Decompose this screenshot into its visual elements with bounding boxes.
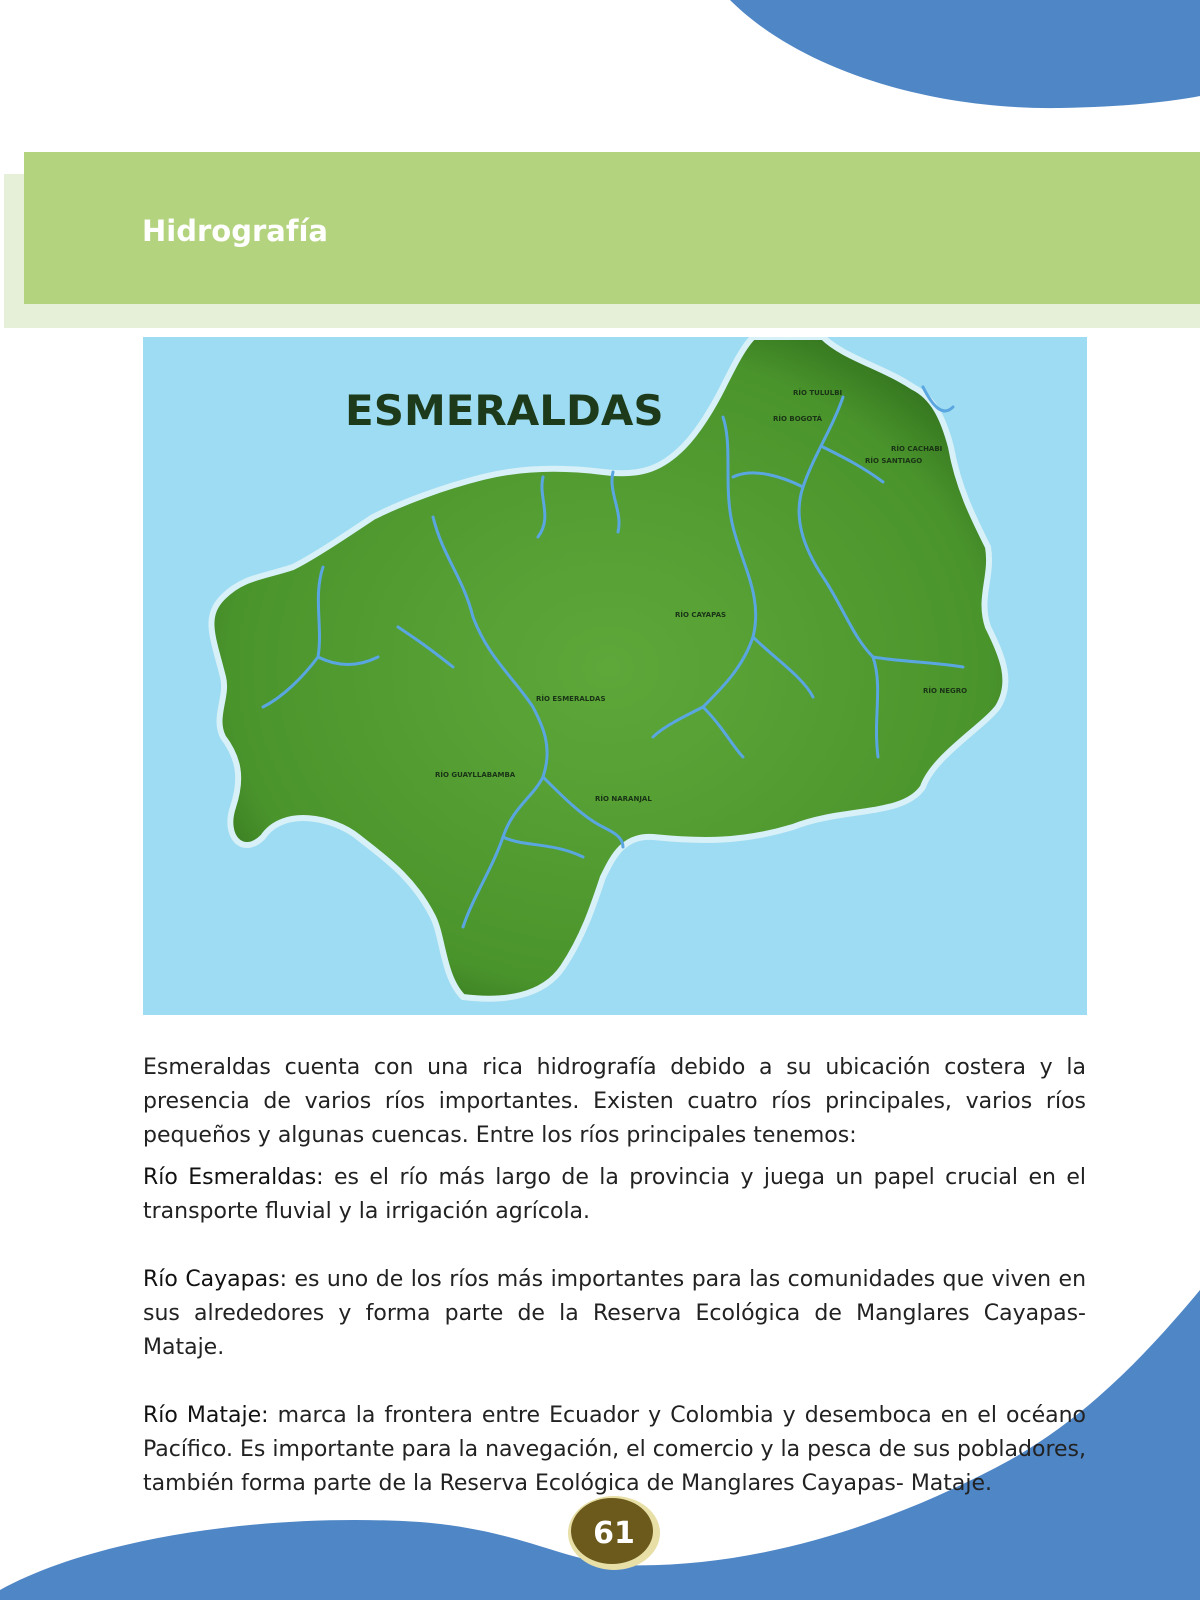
label-rio-esmeraldas: RÍO ESMERALDAS	[536, 695, 606, 703]
river-name: Río Mataje:	[143, 1403, 269, 1428]
label-rio-cayapas: RÍO CAYAPAS	[675, 611, 727, 619]
label-rio-santiago: RÍO SANTIAGO	[865, 457, 923, 465]
label-rio-naranjal: RÍO NARANJAL	[595, 795, 652, 803]
map-title: ESMERALDAS	[345, 386, 664, 435]
river-description: es uno de los ríos más importantes para las comunidades que viven en sus alrededores y forma parte de la Reserva Ecológica de Manglares Cayapas- Mataje.	[143, 1267, 1087, 1360]
esmeraldas-map	[143, 337, 1087, 1015]
river-description: es el río más largo de la provincia y juega un papel crucial en el transporte fluvial y la irrigación agrícola.	[143, 1165, 1086, 1224]
label-rio-guayllabamba: RÍO GUAYLLABAMBA	[435, 771, 516, 779]
label-rio-bogota: RÍO BOGOTÁ	[773, 415, 823, 423]
section-title: Hidrografía	[142, 214, 328, 248]
river-name: Río Cayapas:	[143, 1267, 287, 1292]
label-rio-tululbi: RÍO TULULBI	[793, 389, 843, 397]
river-paragraph-cayapas	[143, 1263, 1086, 1365]
river-paragraph-mataje	[143, 1399, 1086, 1501]
river-description: marca la frontera entre Ecuador y Colombia y desemboca en el océano Pacífico. Es importante para la navegación, el comercio y la pesca de sus pobladores, también forma parte de la Reserva Ecológica de Manglares Cayapas- Mataje.	[143, 1403, 1086, 1496]
river-paragraph-esmeraldas	[143, 1161, 1086, 1229]
body-text	[143, 1051, 1086, 1501]
river-name: Río Esmeraldas:	[143, 1165, 324, 1190]
label-rio-cachabi: RÍO CACHABI	[891, 445, 943, 453]
page-number-badge	[566, 1494, 662, 1572]
top-right-wave	[730, 0, 1200, 108]
label-rio-negro: RÍO NEGRO	[923, 687, 968, 695]
intro-paragraph: Esmeraldas cuenta con una rica hidrografía debido a su ubicación costera y la presencia de varios ríos importantes. Existen cuatro ríos principales, varios ríos pequeños y algunas cuencas. Entre los ríos principales tenemos:	[143, 1055, 1086, 1148]
page-number: 61	[593, 1515, 635, 1551]
